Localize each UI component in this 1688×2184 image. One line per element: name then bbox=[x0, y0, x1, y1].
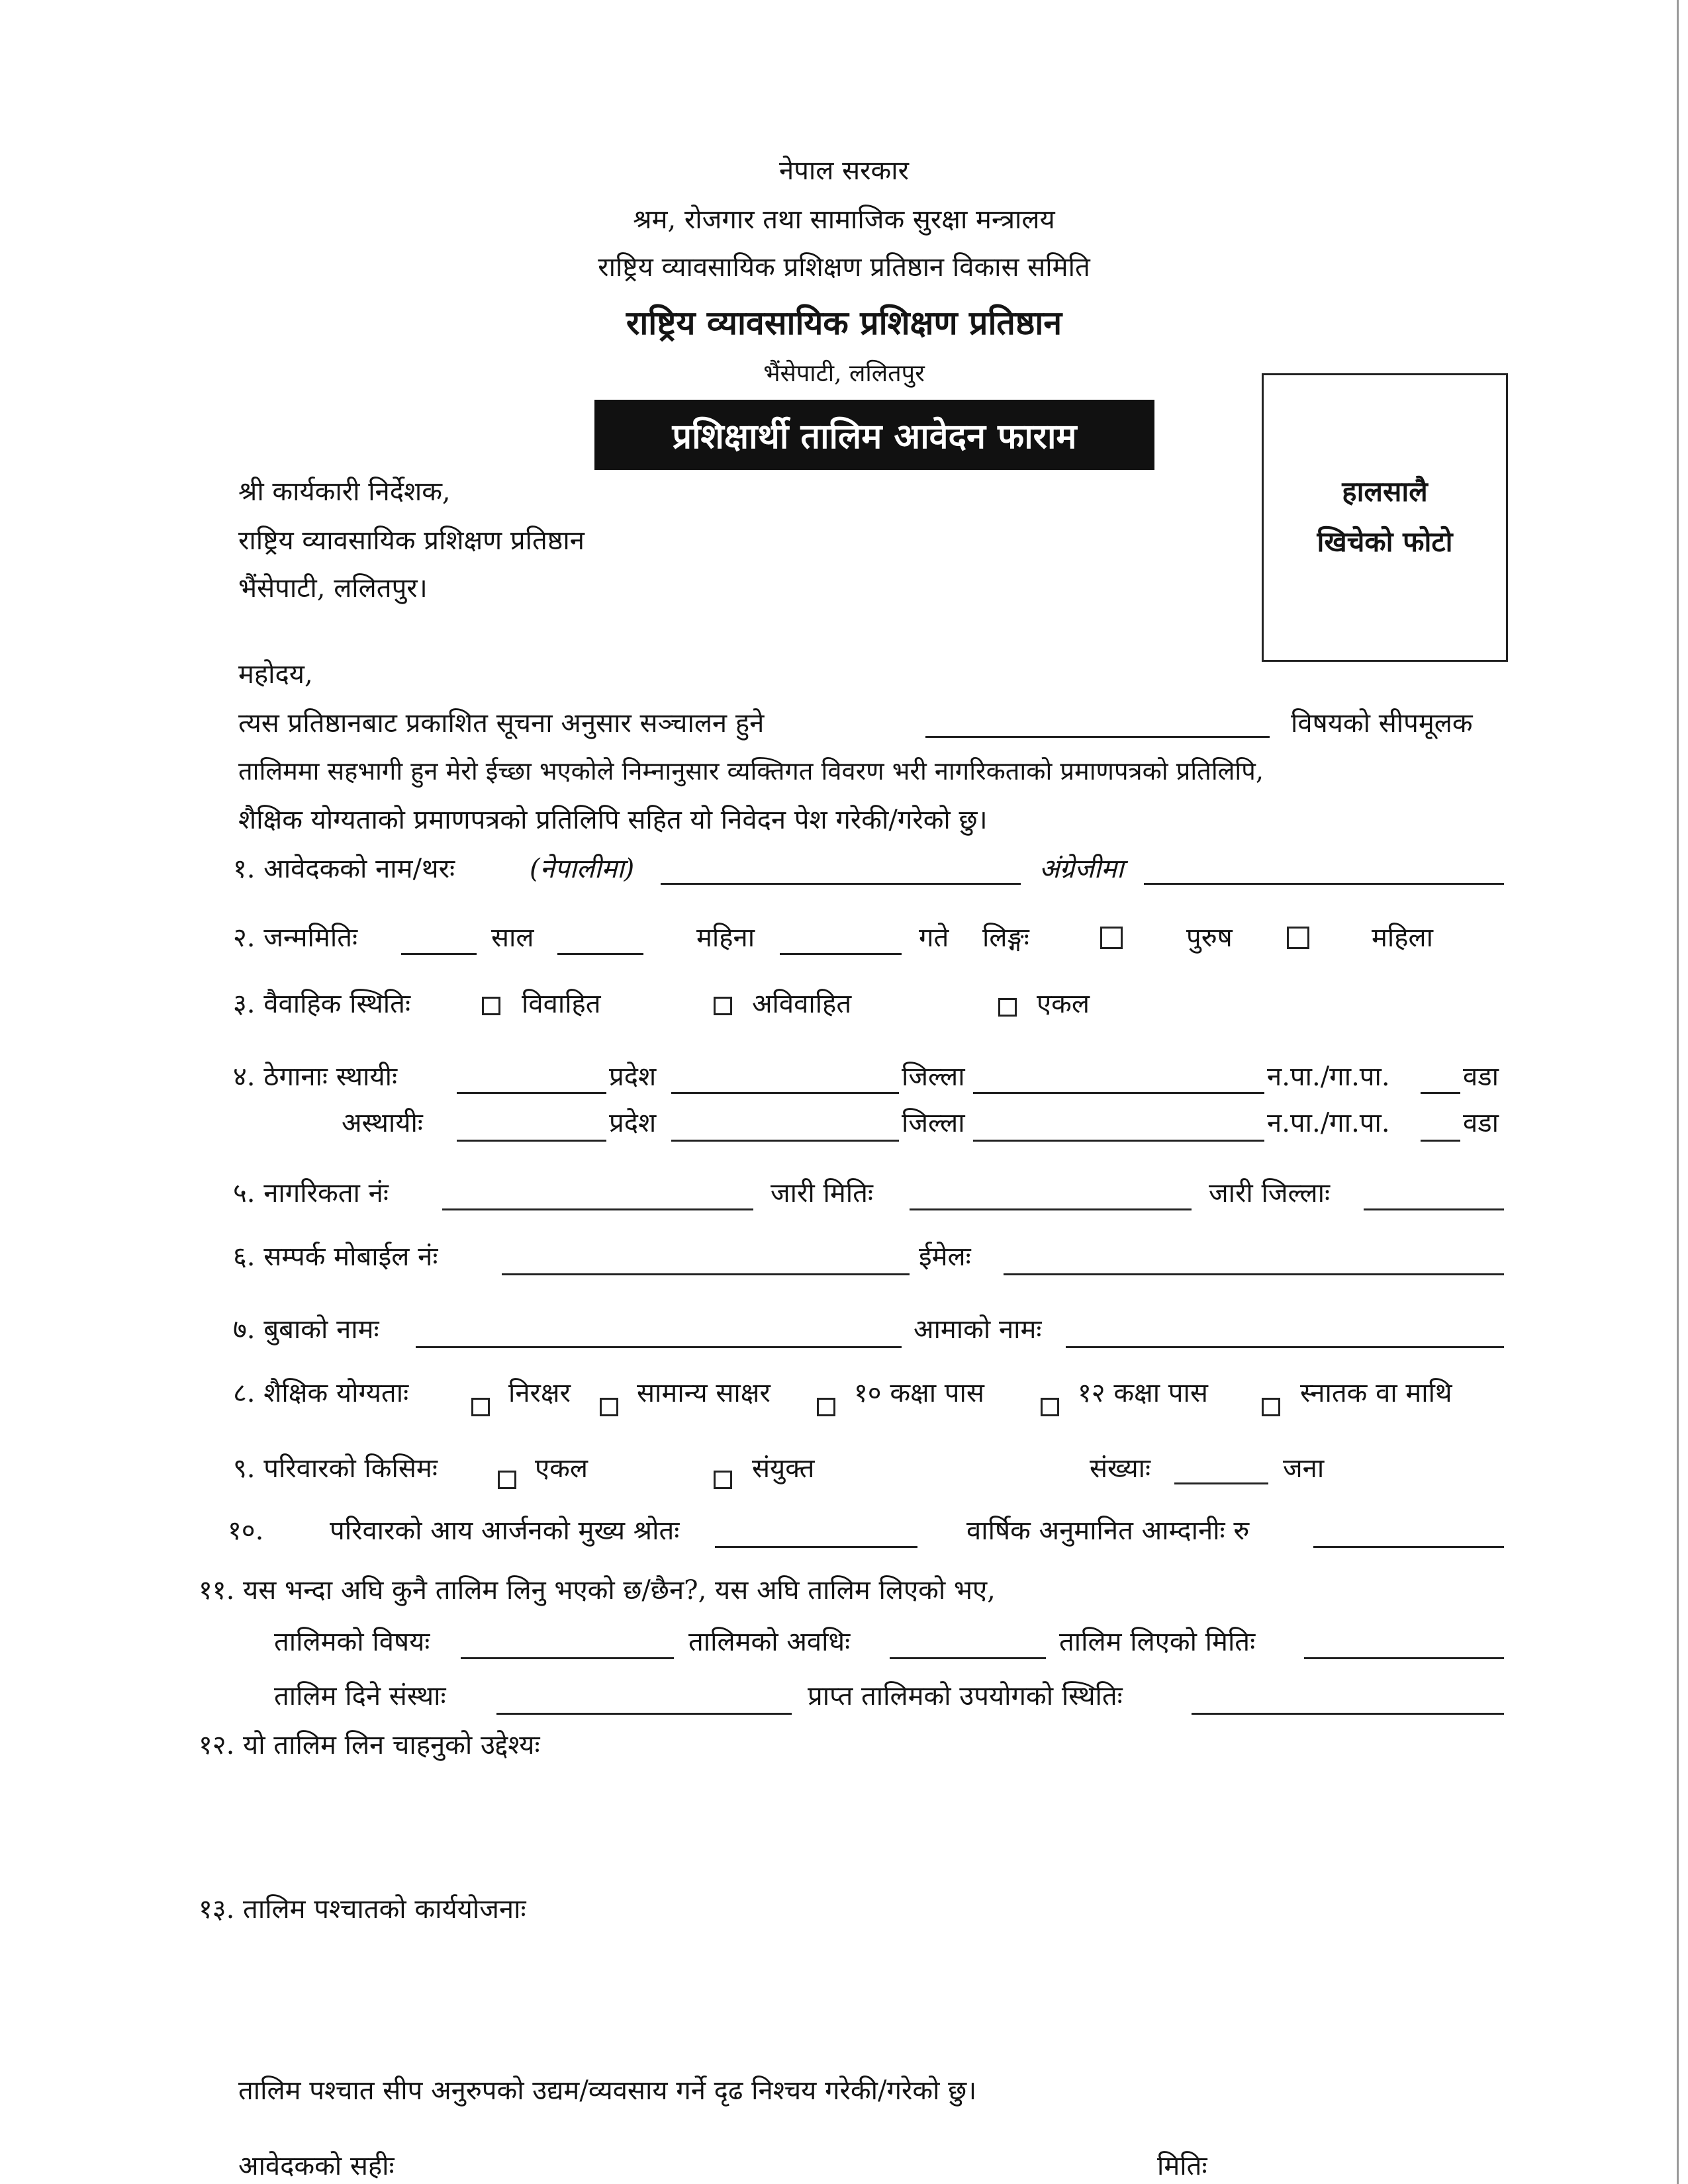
q7-mother-label: आमाको नामः bbox=[914, 1314, 1042, 1345]
q5-issue-district-label: जारी जिल्लाः bbox=[1209, 1178, 1331, 1208]
q8-option-bachelor: स्नातक वा माथि bbox=[1300, 1378, 1452, 1408]
salutation: महोदय, bbox=[238, 659, 313, 690]
addressee-line3: भैंसेपाटी, ललितपुर। bbox=[238, 573, 428, 604]
q2-gender-label: लिङ्गः bbox=[982, 923, 1029, 953]
q4-temp-municipality-label: न.पा./गा.पा. bbox=[1267, 1108, 1390, 1138]
family-single-checkbox[interactable] bbox=[498, 1471, 516, 1489]
edu-literate-checkbox[interactable] bbox=[600, 1398, 618, 1416]
perm-district-field[interactable] bbox=[671, 1092, 899, 1094]
gender-male-checkbox[interactable] bbox=[1100, 927, 1123, 949]
q2-year-label: साल bbox=[491, 923, 534, 953]
q4-temp-ward-label: वडा bbox=[1463, 1108, 1499, 1138]
intro-line3: शैक्षिक योग्यताको प्रमाणपत्रको प्रतिलिपि सहित यो निवेदन पेश गरेकी/गरेको छु। bbox=[238, 805, 988, 835]
q5-label: ५. नागरिकता नंः bbox=[233, 1178, 389, 1208]
birth-year-field[interactable] bbox=[401, 953, 477, 955]
q9-count-label: संख्याः bbox=[1090, 1453, 1151, 1484]
photo-box[interactable] bbox=[1262, 373, 1508, 662]
birth-day-field[interactable] bbox=[780, 953, 902, 955]
q7-label: ७. बुबाको नामः bbox=[233, 1314, 379, 1345]
q10-num: १०. bbox=[228, 1516, 264, 1546]
q11-date-label: तालिम लिएको मितिः bbox=[1059, 1627, 1256, 1657]
father-name-field[interactable] bbox=[416, 1346, 902, 1348]
q8-label: ८. शैक्षिक योग्यताः bbox=[233, 1378, 409, 1408]
intro-line1b: विषयको सीपमूलक bbox=[1291, 708, 1473, 739]
q1-english-label: अंग्रेजीमा bbox=[1039, 854, 1124, 884]
q8-option-grade12: १२ कक्षा पास bbox=[1078, 1378, 1208, 1408]
q11-subject-label: तालिमको विषयः bbox=[274, 1627, 430, 1657]
training-date-field[interactable] bbox=[1304, 1657, 1504, 1659]
q3-label: ३. वैवाहिक स्थितिः bbox=[233, 989, 411, 1019]
q4-temp-province-label: प्रदेश bbox=[609, 1108, 657, 1138]
q2-day-label: गते bbox=[919, 923, 949, 953]
addressee-line2: राष्ट्रिय व्यावसायिक प्रशिक्षण प्रतिष्ठान bbox=[238, 525, 585, 556]
q4-label: ४. ठेगानाः स्थायीः bbox=[233, 1062, 398, 1092]
header-ministry: श्रम, रोजगार तथा सामाजिक सुरक्षा मन्त्रालय bbox=[633, 205, 1055, 235]
q11-org-label: तालिम दिने संस्थाः bbox=[274, 1681, 446, 1711]
q9-joint-label: संयुक्त bbox=[752, 1453, 815, 1484]
q4-province-label: प्रदेश bbox=[609, 1062, 657, 1092]
q10-label: परिवारको आय आर्जनको मुख्य श्रोतः bbox=[330, 1516, 680, 1546]
form-title: प्रशिक्षार्थी तालिम आवेदन फाराम bbox=[594, 400, 1154, 470]
citizenship-number-field[interactable] bbox=[442, 1208, 753, 1210]
declaration: तालिम पश्चात सीप अनुरुपको उद्यम/व्यवसाय गर्ने दृढ निश्चय गरेकी/गरेको छु। bbox=[238, 2075, 977, 2106]
single-checkbox[interactable] bbox=[998, 998, 1017, 1017]
q3-married-label: विवाहित bbox=[522, 989, 601, 1019]
edu-illiterate-checkbox[interactable] bbox=[471, 1398, 490, 1416]
family-joint-checkbox[interactable] bbox=[714, 1471, 732, 1489]
intro-line1a: त्यस प्रतिष्ठानबाट प्रकाशित सूचना अनुसार सञ्चालन हुने bbox=[238, 708, 765, 739]
signature-date-label: मितिः bbox=[1157, 2151, 1207, 2181]
photo-box-line2: खिचेको फोटो bbox=[1317, 525, 1453, 558]
q2-male-label: पुरुष bbox=[1186, 923, 1233, 953]
training-duration-field[interactable] bbox=[890, 1657, 1046, 1659]
name-nepali-field[interactable] bbox=[661, 883, 1021, 885]
q3-unmarried-label: अविवाहित bbox=[752, 989, 852, 1019]
family-count-field[interactable] bbox=[1174, 1482, 1268, 1484]
q11-usage-label: प्राप्त तालिमको उपयोगको स्थितिः bbox=[808, 1681, 1123, 1711]
q10-income-label: वार्षिक अनुमानित आम्दानीः रु bbox=[966, 1516, 1250, 1546]
training-subject-field[interactable] bbox=[461, 1657, 674, 1659]
perm-province-field[interactable] bbox=[457, 1092, 606, 1094]
edu-bachelor-checkbox[interactable] bbox=[1262, 1398, 1280, 1416]
q2-month-label: महिना bbox=[696, 923, 755, 953]
mother-name-field[interactable] bbox=[1066, 1346, 1504, 1348]
header-institute: राष्ट्रिय व्यावसायिक प्रशिक्षण प्रतिष्ठान bbox=[626, 303, 1062, 342]
header-location: भैंसेपाटी, ललितपुर bbox=[763, 360, 925, 387]
q3-single-label: एकल bbox=[1037, 989, 1090, 1019]
objective-area[interactable] bbox=[199, 1774, 1504, 1873]
q6-label: ६. सम्पर्क मोबाईल नंः bbox=[233, 1242, 438, 1272]
q4-temporary-label: अस्थायीः bbox=[342, 1108, 423, 1138]
header-government: नेपाल सरकार bbox=[779, 156, 909, 186]
temp-ward-field[interactable] bbox=[1421, 1140, 1460, 1142]
q5-issue-date-label: जारी मितिः bbox=[771, 1178, 873, 1208]
q9-label: ९. परिवारको किसिमः bbox=[233, 1453, 438, 1484]
q8-option-literate: सामान्य साक्षर bbox=[637, 1378, 771, 1408]
gender-female-checkbox[interactable] bbox=[1287, 927, 1309, 949]
q4-district-label: जिल्ला bbox=[902, 1062, 965, 1092]
q2-female-label: महिला bbox=[1372, 923, 1433, 953]
q9-single-label: एकल bbox=[535, 1453, 588, 1484]
q8-option-grade10: १० कक्षा पास bbox=[854, 1378, 984, 1408]
q8-option-illiterate: निरक्षर bbox=[508, 1378, 571, 1408]
q9-people-label: जना bbox=[1283, 1453, 1325, 1484]
temp-municipality-field[interactable] bbox=[973, 1140, 1264, 1142]
email-field[interactable] bbox=[1004, 1273, 1504, 1275]
temp-district-field[interactable] bbox=[671, 1140, 899, 1142]
name-english-field[interactable] bbox=[1144, 883, 1504, 885]
q4-municipality-label: न.पा./गा.पा. bbox=[1267, 1062, 1390, 1092]
unmarried-checkbox[interactable] bbox=[714, 997, 732, 1015]
q12-label: १२. यो तालिम लिन चाहनुको उद्देश्यः bbox=[199, 1730, 540, 1760]
q1-nepali-label: (नेपालीमा) bbox=[530, 854, 635, 884]
mobile-field[interactable] bbox=[502, 1273, 910, 1275]
training-org-field[interactable] bbox=[496, 1713, 792, 1715]
issue-date-field[interactable] bbox=[910, 1208, 1192, 1210]
training-usage-field[interactable] bbox=[1192, 1713, 1504, 1715]
action-plan-area[interactable] bbox=[199, 1939, 1504, 2045]
addressee-line1: श्री कार्यकारी निर्देशक, bbox=[238, 477, 451, 507]
signature-label: आवेदकको सहीः bbox=[238, 2151, 395, 2181]
temp-province-field[interactable] bbox=[457, 1140, 606, 1142]
edu-grade12-checkbox[interactable] bbox=[1041, 1398, 1059, 1416]
q4-ward-label: वडा bbox=[1463, 1062, 1499, 1092]
perm-ward-field[interactable] bbox=[1421, 1092, 1460, 1094]
q1-label: १. आवेदकको नाम/थरः bbox=[233, 854, 455, 884]
annual-income-field[interactable] bbox=[1313, 1546, 1504, 1548]
issue-district-field[interactable] bbox=[1364, 1208, 1504, 1210]
q6-email-label: ईमेलः bbox=[919, 1242, 971, 1272]
q13-label: १३. तालिम पश्चातको कार्ययोजनाः bbox=[199, 1894, 526, 1925]
married-checkbox[interactable] bbox=[482, 997, 500, 1015]
q11-line1: ११. यस भन्दा अघि कुनै तालिम लिनु भएको छ/छैन?, यस अघि तालिम लिएको भए, bbox=[199, 1575, 996, 1606]
intro-line2: तालिममा सहभागी हुन मेरो ईच्छा भएकोले निम्नानुसार व्यक्तिगत विवरण भरी नागरिकताको प्रमाणपत्रको प्रतिलिपि, bbox=[238, 756, 1264, 786]
subject-field[interactable] bbox=[925, 736, 1270, 738]
header-committee: राष्ट्रिय व्यावसायिक प्रशिक्षण प्रतिष्ठान विकास समिति bbox=[598, 252, 1090, 283]
perm-municipality-field[interactable] bbox=[973, 1092, 1264, 1094]
birth-month-field[interactable] bbox=[557, 953, 643, 955]
q2-label: २. जन्ममितिः bbox=[233, 923, 358, 953]
income-source-field[interactable] bbox=[715, 1546, 917, 1548]
edu-grade10-checkbox[interactable] bbox=[817, 1398, 835, 1416]
photo-box-line1: हालसालै bbox=[1342, 475, 1428, 508]
q11-duration-label: तालिमको अवधिः bbox=[688, 1627, 851, 1657]
q4-temp-district-label: जिल्ला bbox=[902, 1108, 965, 1138]
